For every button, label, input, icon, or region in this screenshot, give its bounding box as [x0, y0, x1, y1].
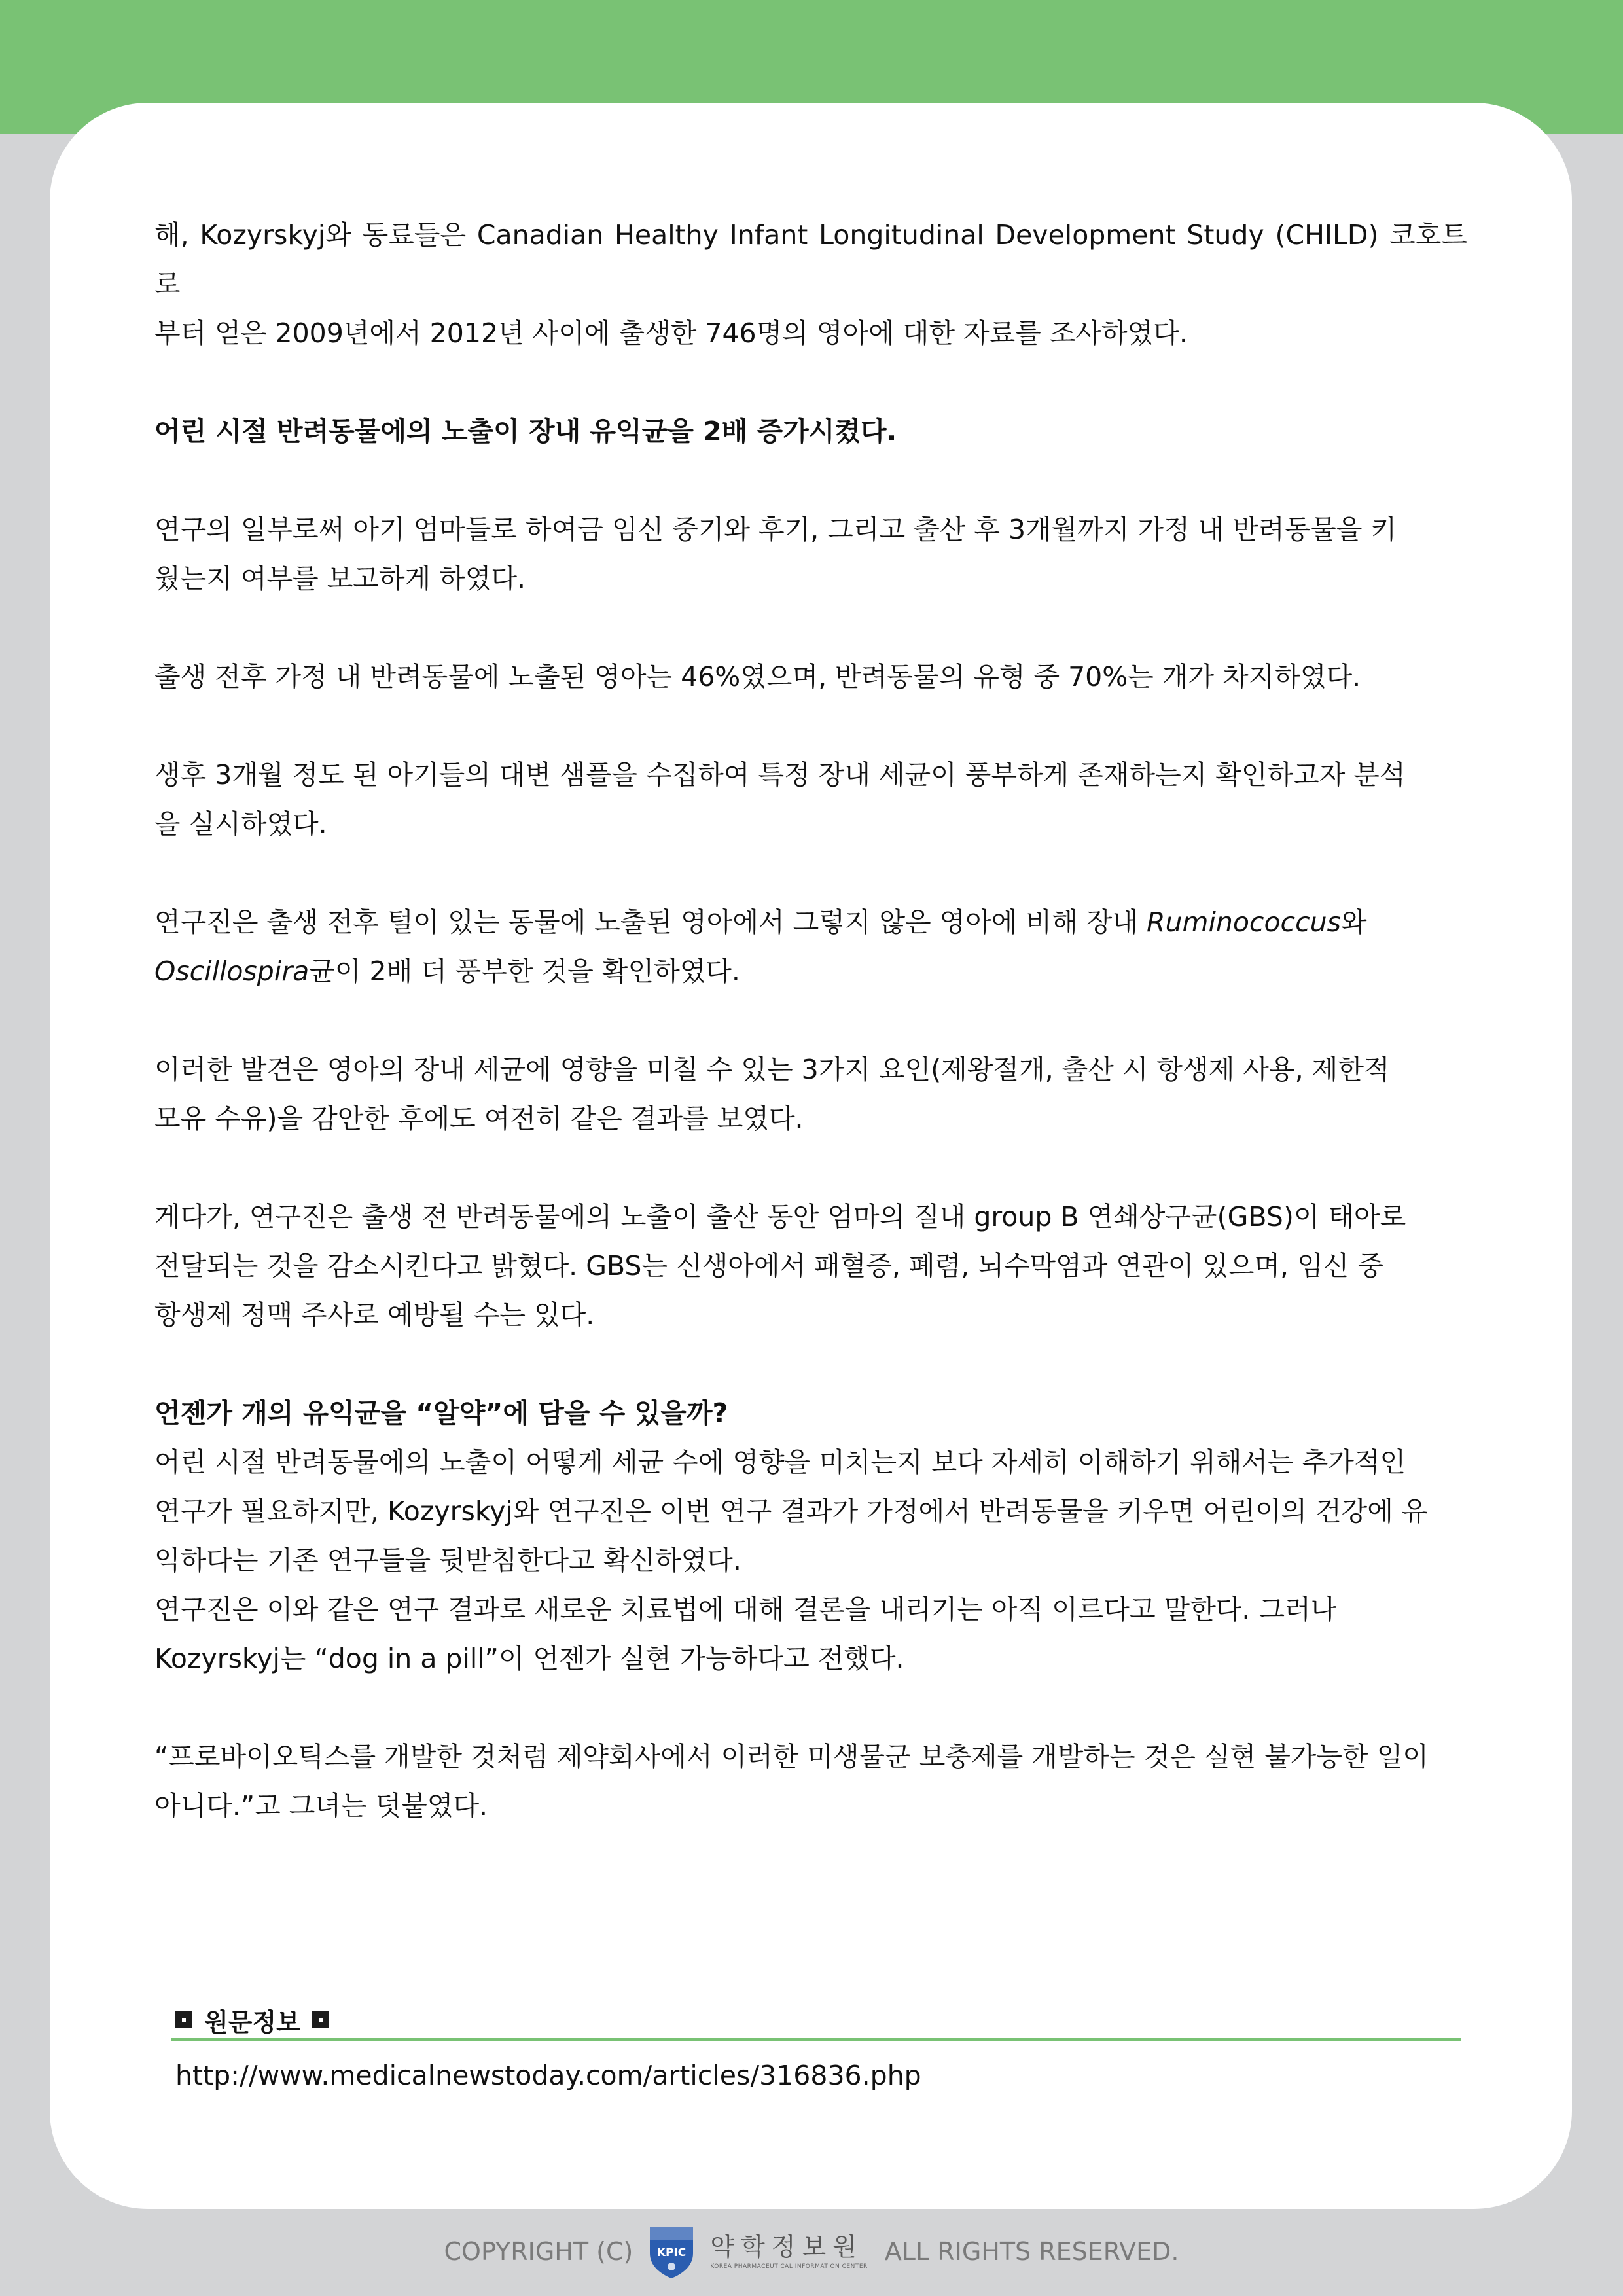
square-bullet-icon	[312, 2011, 329, 2028]
org-name-block	[710, 2232, 867, 2271]
footer	[0, 2222, 1623, 2281]
paragraph-bacteria-findings	[154, 898, 1467, 996]
paragraph-text: 균이 2배 더 풍부한 것을 확인하였다.	[309, 956, 740, 987]
paragraph-exposure-rate: 출생 전후 가정 내 반려동물에 노출된 영아는 46%였으며, 반려동물의 유형 중 70%는 개가 차지하였다.	[154, 661, 1361, 692]
paragraph-dog-in-a-pill: 연구진은 이와 같은 연구 결과로 새로운 치료법에 대해 결론을 내리기는 아직 이르다고 말한다. 그러나 Kozyrskyj는 “dog in a pill”이 언젠가 실현 가능하다고 전했다.	[154, 1594, 1337, 1674]
org-name-korean: 약학정보원	[710, 2233, 863, 2261]
paragraph-mothers-report: 연구의 일부로써 아기 엄마들로 하여금 임신 중기와 후기, 그리고 출산 후 3개월까지 가정 내 반려동물을 키 웠는지 여부를 보고하게 하였다.	[154, 514, 1397, 594]
source-header	[171, 2001, 1461, 2041]
paragraph-stool-samples: 생후 3개월 정도 된 아기들의 대변 샘플을 수집하여 특정 장내 세균이 풍부하게 존재하는지 확인하고자 분석 을 실시하였다.	[154, 759, 1406, 840]
paragraph-further-research: 어린 시절 반려동물에의 노출이 어떻게 세균 수에 영향을 미치는지 보다 자세히 이해하기 위해서는 추가적인 연구가 필요하지만, Kozyrskyj와 연구진은 이번 연구 결과가 가정에서 반려동물을 키우면 어린이의 건강에 유 익하다는 기존 연구들을 뒷받침한다고 확신하였다.	[154, 1446, 1428, 1576]
paragraph-gbs: 게다가, 연구진은 출생 전 반려동물에의 노출이 출산 동안 엄마의 질내 group B 연쇄상구균(GBS)이 태아로 전달되는 것을 감소시킨다고 밝혔다. GBS는 신생아에서 패혈증, 폐렴, 뇌수막염과 연관이 있으며, 임신 중 항생제 정맥 주사로 예방될 수는 있다.	[154, 1201, 1406, 1331]
source-title: 원문정보	[204, 2007, 300, 2037]
paragraph-adjusted-factors: 이러한 발견은 영아의 장내 세균에 영향을 미칠 수 있는 3가지 요인(제왕절개, 출산 시 항생제 사용, 제한적 모유 수유)을 감안한 후에도 여전히 같은 결과를 보였다.	[154, 1054, 1390, 1134]
source-info	[171, 2001, 1461, 2091]
paragraph-text: 연구진은 출생 전후 털이 있는 동물에 노출된 영아에서 그렇지 않은 영아에 비해 장내	[154, 906, 1147, 938]
square-bullet-icon	[175, 2011, 192, 2028]
section-heading-pill: 언젠가 개의 유익균을 “알약”에 담을 수 있을까?	[154, 1397, 728, 1429]
logo-text: KPIC	[657, 2246, 687, 2259]
bacteria-name-oscillospira: Oscillospira	[154, 956, 310, 987]
paragraph-quote: “프로바이오틱스를 개발한 것처럼 제약회사에서 이러한 미생물군 보충제를 개발하는 것은 실현 불가능한 일이 아니다.”고 그녀는 덧붙였다.	[154, 1741, 1429, 1821]
org-name-english: KOREA PHARMACEUTICAL INFORMATION CENTER	[710, 2263, 868, 2270]
paragraph-text: 와	[1340, 906, 1367, 938]
rights-reserved-text: ALL RIGHTS RESERVED.	[884, 2237, 1179, 2266]
section-heading-pet-exposure: 어린 시절 반려동물에의 노출이 장내 유익균을 2배 증가시켰다.	[154, 416, 897, 447]
bacteria-name-ruminococcus: Ruminococcus	[1147, 906, 1341, 938]
paragraph-study-data: 해, Kozyrskyj와 동료들은 Canadian Healthy Infant Longitudinal Development Study (CHILD) 코호트로 부터 얻은 2009년에서 2012년 사이에 출생한 746명의 영아에 대한 자료를 조사하였다.	[154, 219, 1467, 349]
copyright-text: COPYRIGHT (C)	[444, 2237, 633, 2266]
source-url-link[interactable]: http://www.medicalnewstoday.com/articles/316836.php	[175, 2060, 921, 2091]
article-body	[154, 211, 1467, 1880]
kpic-logo-icon	[647, 2223, 696, 2280]
